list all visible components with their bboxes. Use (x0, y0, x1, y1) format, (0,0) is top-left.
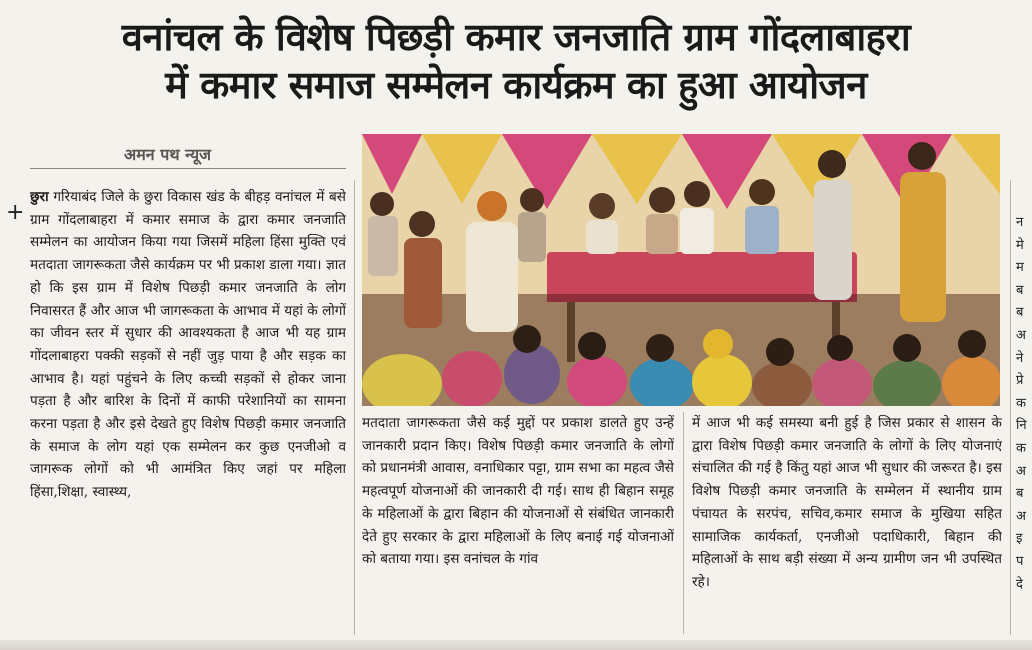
fragment-glyph: ब (1016, 486, 1024, 502)
column-divider (354, 180, 355, 635)
fragment-glyph: अ (1016, 463, 1026, 479)
fragment-glyph: म (1016, 260, 1024, 276)
fragment-glyph: अ (1016, 508, 1026, 524)
byline-divider (30, 168, 346, 169)
fragment-glyph: ब (1016, 282, 1024, 298)
byline: अमन पथ न्यूज (124, 145, 211, 164)
table-leg (567, 302, 575, 362)
fragment-glyph: ब (1016, 305, 1024, 321)
fragment-glyph: क (1016, 440, 1026, 456)
headline (0, 14, 1032, 110)
registration-mark: + (6, 200, 25, 225)
column-divider (1010, 180, 1011, 635)
article-column-2 (362, 412, 674, 637)
fragment-glyph: मे (1016, 237, 1024, 253)
article-column-3 (692, 412, 1002, 637)
fragment-glyph: ने (1016, 350, 1024, 366)
fragment-glyph: प्रे (1016, 373, 1024, 389)
fragment-glyph: प (1016, 553, 1024, 569)
next-column-fragment (1016, 212, 1032, 612)
event-photo (362, 134, 1000, 406)
table-edge (547, 294, 857, 302)
article-text-col2: मतदाता जागरूकता जैसे कई मुद्दों पर प्रकाश डालते हुए उन्हें जानकारी प्रदान किए। विशेष पिछड़ी कमार जनजाति के लोगों को प्रधानमंत्री आवास, वनाधिकार पट्टा, ग्राम सभा का महत्व जैसे महत्वपूर्ण योजनाओं की जानकारी दी गई। साथ ही बिहान समूह के महिलाओं के द्वारा बिहान की योजनाओं से संबंधित जानकारी देते हुए सरकार के द्वारा महिलाओं के लिए बनाई गई योजनाओं को बताया गया। इस वनांचल के गांव (362, 415, 674, 568)
fragment-glyph: अ (1016, 327, 1026, 343)
event-photo-illustration (362, 134, 1000, 406)
page-bottom-edge (0, 640, 1032, 650)
article-column-1 (30, 186, 346, 636)
stage-table (547, 252, 857, 298)
fragment-glyph: नि (1016, 418, 1027, 434)
headline-line-1: वनांचल के विशेष पिछड़ी कमार जनजाति ग्राम गोंदलाबाहरा (121, 15, 911, 59)
article-text-col1: गरियाबंद जिले के छुरा विकास खंड के बीहड़ वनांचल में बसे ग्राम गोंदलाबाहरा में कमार समाज के द्वारा कमार जनजाति सम्मेलन का आयोजन किया गया जिसमें महिला हिंसा मुक्ति एवं मतदाता जागरूकता जैसे कार्यक्रम पर भी प्रकाश डाला गया। ज्ञात हो कि इस ग्राम में विशेष पिछड़ी कमार जनजाति के लोग निवासरत हैं और आज भी जागरूकता के आभाव में यहां के लोगों का जीवन स्तर में सुधार की आवश्यकता है आज भी यह ग्राम गोंदलाबाहरा पक्की सड़कों से नहीं जुड़ पाया है और सड़क का आभाव है। यहां पहुंचने के लिए कच्ची सड़कों से होकर जाना पड़ता है और बारिश के दिनों में काफी परेशानियों का सामना करना पड़ता है और इसे देखते हुए विशेष पिछड़ी कमार जनजाति के समाज के लोग यहां एक सम्मेलन कर कुछ एनजीओ व जागरूक लोगों को भी आमंत्रित किए जहां पर महिला हिंसा,शिक्षा, स्वास्थ्य, (30, 189, 346, 501)
column-divider (683, 412, 684, 634)
fragment-glyph: दे (1016, 576, 1023, 592)
fragment-glyph: न (1016, 215, 1024, 230)
headline-line-2: में कमार समाज सम्मेलन कार्यक्रम का हुआ आयोजन (165, 63, 867, 107)
dateline: छुरा (30, 189, 49, 205)
fragment-glyph: इ (1016, 531, 1023, 547)
article-text-col3: में आज भी कई समस्या बनी हुई है जिस प्रकार से शासन के द्वारा विशेष पिछड़ी कमार जनजाति के लोगों के लिए योजनाएं संचालित की गई है किंतु यहां आज भी सुधार की जरूरत है। इस विशेष पिछड़ी कमार जनजाति के सम्मेलन में स्थानीय ग्राम पंचायत के सरपंच, सचिव,कमार समाज के मुखिया सहित सामाजिक कार्यकर्ता, एनजीओ पदाधिकारी, बिहान की महिलाओं के साथ बड़ी संख्या में अन्य ग्रामीण जन भी उपस्थित रहे। (692, 415, 1002, 590)
fragment-glyph: क (1016, 395, 1026, 411)
